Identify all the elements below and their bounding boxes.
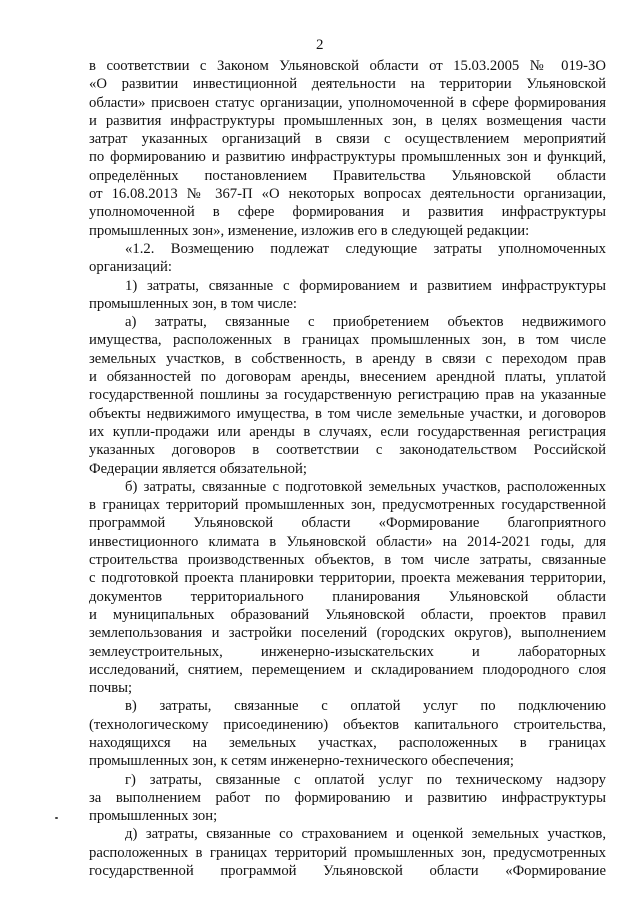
text-line: б) затраты, связанные с подготовкой земельных участков, расположенных <box>125 478 606 495</box>
text-line: промышленных зон, в том числе: <box>89 295 298 312</box>
text-line: промышленных зон», изменение, изложив его в следующей редакции: <box>89 222 530 239</box>
text-line: д) затраты, связанные со страхованием и оценкой земельных участков, <box>125 826 606 843</box>
text-line: исследований, снятием, перемещением и складированием плодородного слоя <box>89 661 606 678</box>
text-line: государственной пошлины за государственную регистрацию прав на указанные <box>89 387 606 404</box>
text-line: Федерации является обязательной; <box>89 460 307 477</box>
text-line: промышленных зон; <box>89 808 218 825</box>
text-line: строительства производственных объектов, в том числе затраты, связанные <box>89 552 606 569</box>
text-line: документов территориального планирования Ульяновской области <box>89 588 606 605</box>
text-line: земельных участков, в собственность, в аренду в связи с переходом прав <box>89 350 606 367</box>
text-line: и муниципальных образований Ульяновской области, проектов правил <box>89 606 606 623</box>
text-line: определённых постановлением Правительства Ульяновской области <box>89 167 606 184</box>
text-line: (технологическому присоединению) объектов капитального строительства, <box>89 716 606 733</box>
text-line: по формированию и развитию инфраструктуры промышленных зон и функций, <box>89 149 606 166</box>
text-line: «1.2. Возмещению подлежат следующие затраты уполномоченных <box>125 240 606 257</box>
text-line: государственной программой Ульяновской области «Формирование <box>89 863 606 880</box>
text-line: «О развитии инвестиционной деятельности на территории Ульяновской <box>89 76 606 93</box>
text-line: г) затраты, связанные с оплатой услуг по техническому надзору <box>125 771 606 788</box>
text-line: в соответствии с Законом Ульяновской области от 15.03.2005 № 019-ЗО <box>89 58 606 74</box>
text-line: и обязанностей по договорам аренды, внесением арендной платы, уплатой <box>89 369 606 386</box>
text-line: с подготовкой проекта планировки территории, проекта межевания территории, <box>89 570 606 587</box>
text-line: затрат указанных организаций в связи с осуществлением мероприятий <box>89 131 606 148</box>
text-line: землепользования и застройки поселений (городских округов), выполнением <box>89 625 606 642</box>
text-line: в границах территорий промышленных зон, предусмотренных государственной <box>89 497 606 514</box>
text-line: находящихся на земельных участках, расположенных в границах <box>89 734 606 751</box>
text-line: от 16.08.2013 № 367-П «О некоторых вопросах деятельности организации, <box>89 186 606 203</box>
text-line: почвы; <box>89 680 133 697</box>
text-line: а) затраты, связанные с приобретением объектов недвижимого <box>125 314 606 331</box>
text-line: области» присвоен статус организации, уполномоченной в сфере формирования <box>89 94 606 111</box>
text-line: программой Ульяновской области «Формирование благоприятного <box>89 515 606 532</box>
text-line: промышленных зон, к сетям инженерно-технического обеспечения; <box>89 753 514 770</box>
text-line: указанных договоров в соответствии с законодательством Российской <box>89 442 606 459</box>
text-line: расположенных в границах территорий промышленных зон, предусмотренных <box>89 844 606 861</box>
text-line: организаций: <box>89 259 172 276</box>
scan-mark <box>55 817 58 819</box>
text-line: в) затраты, связанные с оплатой услуг по подключению <box>125 698 606 715</box>
text-line: объекты недвижимого имущества, в том числе земельные участки, и договоров <box>89 405 606 422</box>
text-line: их купли-продажи или аренды в случаях, если государственная регистрация <box>89 423 606 440</box>
text-line: за выполнением работ по формированию и развитию инфраструктуры <box>89 789 606 806</box>
page-number: 2 <box>316 37 324 53</box>
text-line: и развития инфраструктуры промышленных зон, в целях возмещения части <box>89 112 606 129</box>
text-line: землеустроительных, инженерно-изыскательских и лабораторных <box>89 643 606 660</box>
text-line: инвестиционного климата в Ульяновской области» на 2014-2021 годы, для <box>89 533 606 550</box>
text-line: уполномоченной в сфере формирования и развития инфраструктуры <box>89 204 606 221</box>
text-line: имущества, расположенных в границах промышленных зон, в том числе <box>89 332 606 349</box>
document-body <box>89 57 606 880</box>
text-line: 1) затраты, связанные с формированием и развитием инфраструктуры <box>125 277 606 294</box>
